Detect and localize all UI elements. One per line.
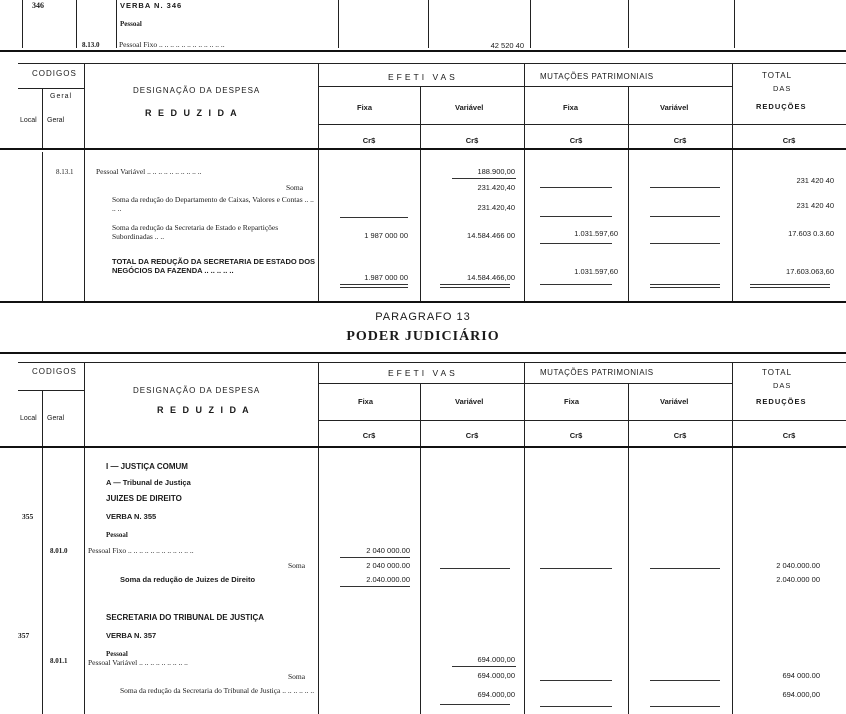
t1-efetivas: EFETI VAS <box>388 72 458 82</box>
t2-cr-var: Cr$ <box>465 431 479 440</box>
t1-cr-total: Cr$ <box>782 136 796 145</box>
s1-row4-desc: TOTAL DA REDUÇÃO DA SECRETARIA DE ESTADO DOS NEGÓCIOS DA FAZENDA .. .. .. .. .. <box>112 257 316 275</box>
t2-geral: Geral <box>47 415 65 422</box>
t2-local: Local <box>20 415 37 422</box>
t1-geral: Geral <box>47 117 65 124</box>
t1-cr-mvar: Cr$ <box>673 136 687 145</box>
s2-pessoal: Pessoal <box>106 531 128 539</box>
top-desc: Pessoal Fixo .. .. .. .. .. .. .. .. .. .. .. .. <box>119 40 225 49</box>
s1-row4-fixa: 1.987 000 00 <box>364 273 408 282</box>
t1-local: Local <box>20 117 37 124</box>
t2-efetivas: EFETI VAS <box>388 368 458 378</box>
t2-reducoes: REDUÇÕES <box>756 397 807 406</box>
s1-row2-total: 231 420 40 <box>796 201 834 210</box>
top-verba: VERBA N. 346 <box>120 1 183 10</box>
t1-reducoes: REDUÇÕES <box>756 102 807 111</box>
top-value: 42 520 40 <box>490 41 524 50</box>
t1-cr-mfixa: Cr$ <box>569 136 583 145</box>
s2-code355: 355 <box>22 512 34 521</box>
s1-row4-mvar: 1.031.597,60 <box>574 267 618 276</box>
t2-das: DAS <box>773 381 792 390</box>
t1-variavel: Variável <box>455 103 484 112</box>
s2-red-juizes: Soma da redução de Juizes de Direito <box>120 575 256 584</box>
t2-codigos: CODIGOS <box>32 367 77 376</box>
s1-row4-total: 17.603.063,60 <box>786 267 834 276</box>
s1-row3-total: 17.603 0.3.60 <box>788 229 834 238</box>
s2-fixo: Pessoal Fixo .. .. .. .. .. .. .. .. .. .. .. .. <box>88 546 194 555</box>
t2-fixa: Fixa <box>358 397 374 406</box>
s2-soma2: Soma <box>288 672 306 681</box>
s2-soma: Soma <box>288 561 306 570</box>
t2-reduzida: R E D U Z I D A <box>157 405 251 415</box>
s2-red-juizes-val: 2.040.000.00 <box>366 575 410 584</box>
s2-variavel: Pessoal Variável .. .. .. .. .. .. .. .. .. <box>88 658 188 667</box>
s2-soma2-total: 694 000.00 <box>782 671 820 680</box>
s1-row1-var: 231.420,40 <box>477 183 515 192</box>
t1-codigos: CODIGOS <box>32 69 77 78</box>
s2-soma-val: 2 040 000.00 <box>366 561 410 570</box>
top-pessoal: Pessoal <box>120 20 142 28</box>
t1-mutacoes: MUTAÇÕES PATRIMONIAIS <box>540 72 654 81</box>
s2-geral8011: 8.01.1 <box>50 657 68 665</box>
s2-tribunal: A — Tribunal de Justiça <box>106 478 191 487</box>
top-geral: 8.13.0 <box>82 41 100 49</box>
s2-juizes: JUIZES DE DIREITO <box>106 494 182 503</box>
s1-row3-desc: Soma da redução da Secretaria de Estado e Repartições Subordinadas .. .. <box>112 223 279 241</box>
t2-cr-total: Cr$ <box>782 431 796 440</box>
t2-cr-mvar: Cr$ <box>673 431 687 440</box>
s2-red-sec-val: 694.000,00 <box>477 690 515 699</box>
s1-row3-var: 14.584.466 00 <box>467 231 515 240</box>
s2-soma-total: 2 040.000.00 <box>776 561 820 570</box>
s2-var-val: 694.000,00 <box>477 655 515 664</box>
s2-red-juizes-total: 2.040.000 00 <box>776 575 820 584</box>
s2-justica: I — JUSTIÇA COMUM <box>106 462 188 471</box>
s2-red-sec-total: 694.000,00 <box>782 690 820 699</box>
t1-cr-fixa: Cr$ <box>362 136 376 145</box>
t1-mfixa: Fixa <box>563 103 579 112</box>
s1-row4-var: 14.584.466,00 <box>467 273 515 282</box>
poder-title: PODER JUDICIÁRIO <box>346 329 500 344</box>
s2-pessoal2: Pessoal <box>106 650 128 658</box>
s1-geral: 8.13.1 <box>56 168 74 176</box>
t1-designacao: DESIGNAÇÃO DA DESPESA <box>133 86 261 95</box>
t1-cr-var: Cr$ <box>465 136 479 145</box>
t1-local-geral-label: Geral <box>50 93 73 100</box>
t2-variavel: Variável <box>455 397 484 406</box>
top-code: 346 <box>32 1 44 10</box>
t2-cr-fixa: Cr$ <box>362 431 376 440</box>
t2-mfixa: Fixa <box>564 397 580 406</box>
s1-row0-var: 188.900,00 <box>477 167 515 176</box>
t1-reduzida: R E D U Z I D A <box>145 108 239 118</box>
t2-mvariavel: Variável <box>660 397 689 406</box>
t1-total: TOTAL <box>762 71 793 80</box>
s2-fixo-val: 2 040 000.00 <box>366 546 410 555</box>
s1-row1-desc: Soma <box>286 183 304 192</box>
t1-mvariavel: Variável <box>660 103 689 112</box>
t2-cr-mfixa: Cr$ <box>569 431 583 440</box>
s2-code357: 357 <box>18 631 30 640</box>
s1-row2-var: 231.420,40 <box>477 203 515 212</box>
t1-fixa: Fixa <box>357 103 373 112</box>
s1-row3-mvar: 1.031.597,60 <box>574 229 618 238</box>
s2-soma2-val: 694.000,00 <box>477 671 515 680</box>
s2-red-sec: Soma da redução da Secretaria do Tribunal de Justiça .. .. .. .. .. .. <box>120 686 315 695</box>
s1-row2-desc: Soma da redução do Departamento de Caixas, Valores e Contas .. .. .. .. <box>112 195 314 213</box>
s1-row3-fixa: 1 987 000 00 <box>364 231 408 240</box>
s2-verba357: VERBA N. 357 <box>106 631 157 640</box>
s2-secretaria: SECRETARIA DO TRIBUNAL DE JUSTIÇA <box>106 613 265 622</box>
t1-das: DAS <box>773 84 792 93</box>
t2-total: TOTAL <box>762 368 793 377</box>
t2-designacao: DESIGNAÇÃO DA DESPESA <box>133 386 261 395</box>
t2-mutacoes: MUTAÇÕES PATRIMONIAIS <box>540 368 654 377</box>
s2-geral801: 8.01.0 <box>50 547 68 555</box>
paragrafo-title: PARAGRAFO 13 <box>375 311 471 323</box>
s1-row0-desc: Pessoal Variável .. .. .. .. .. .. .. .. .. .. <box>96 167 202 176</box>
s1-row1-total: 231 420 40 <box>796 176 834 185</box>
s2-verba355: VERBA N. 355 <box>106 512 157 521</box>
